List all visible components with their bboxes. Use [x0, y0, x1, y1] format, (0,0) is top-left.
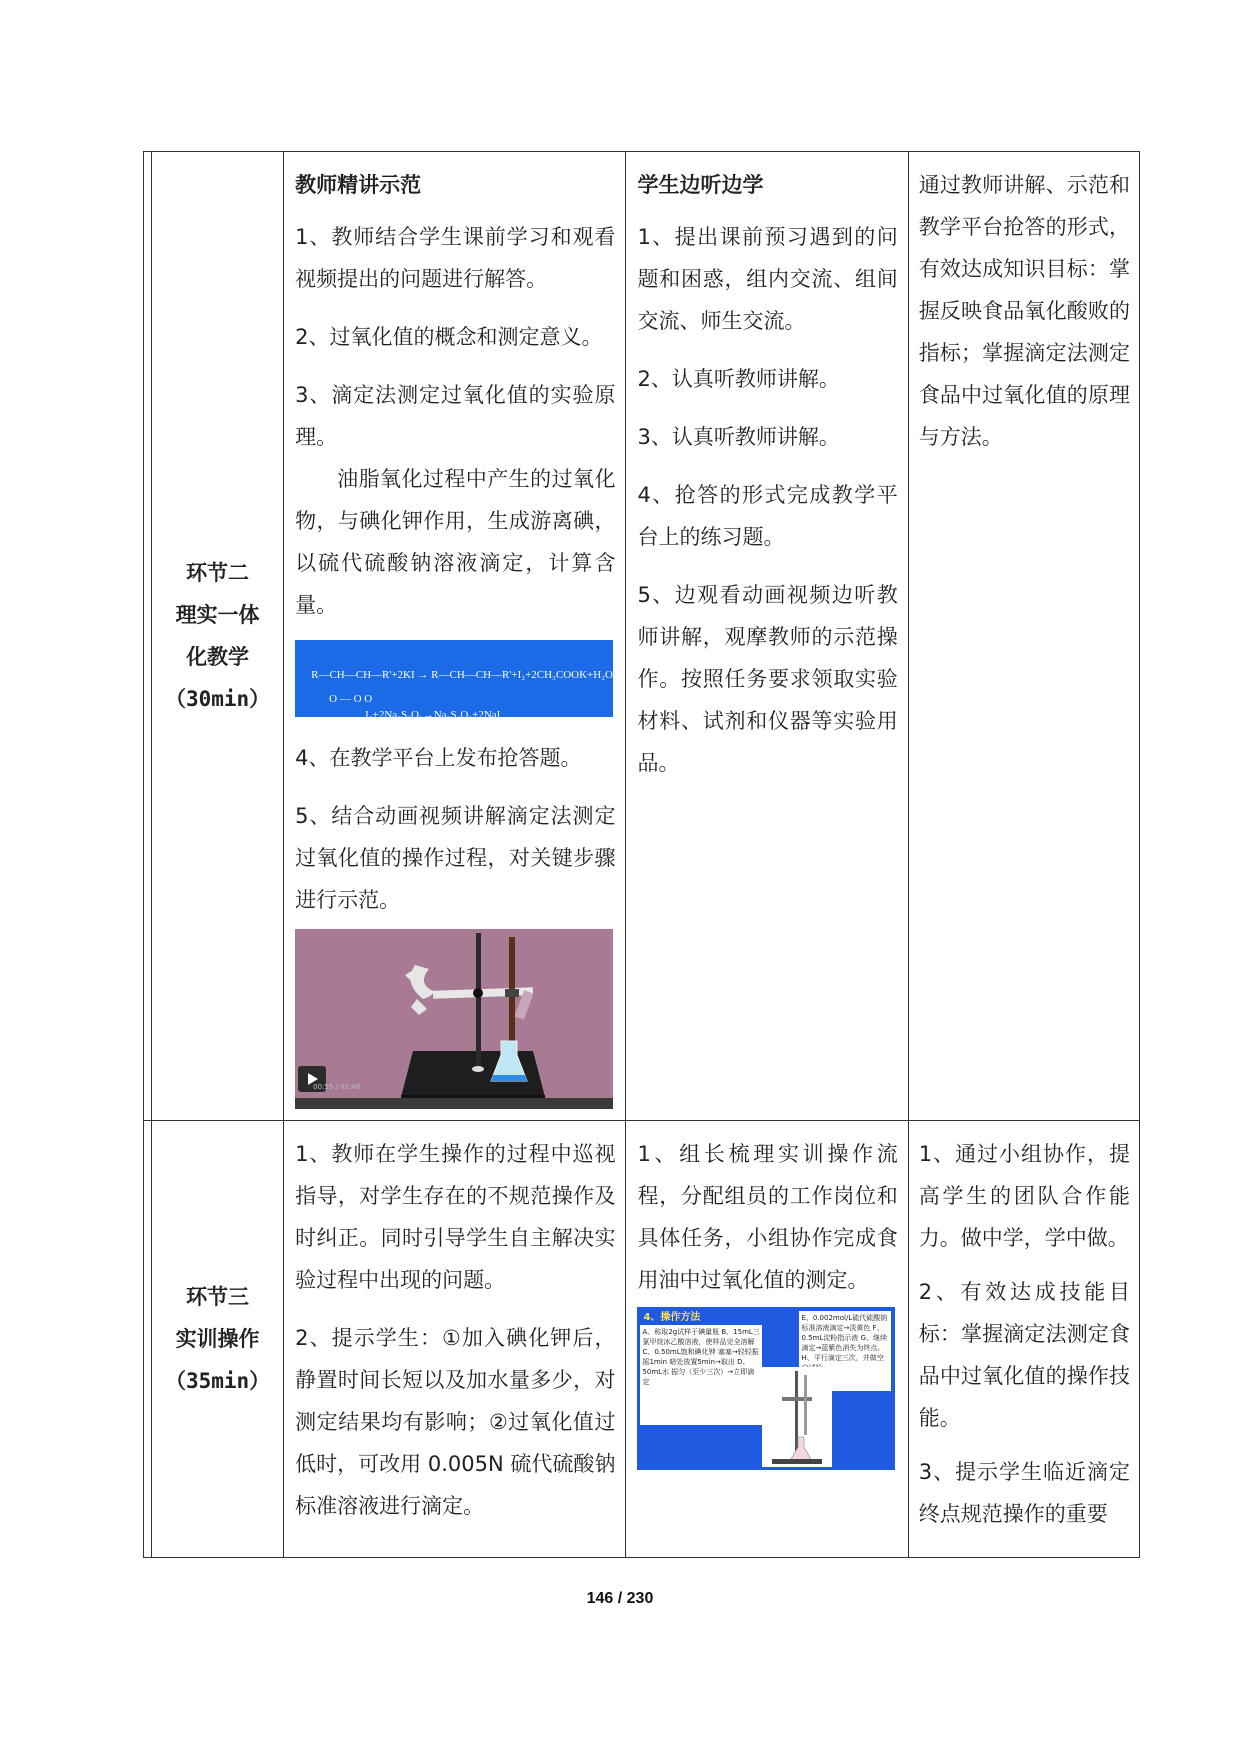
- student-paragraph: 3、认真听教师讲解。: [637, 425, 840, 449]
- teacher-paragraph: 3、滴定法测定过氧化值的实验原理。: [295, 383, 616, 449]
- video-time: 00:55 / 01:48: [313, 1083, 361, 1091]
- intent-paragraph: 2、有效达成技能目标：掌握滴定法测定食品中过氧化值的操作技能。: [918, 1280, 1130, 1430]
- formula-line: R—CH—CH—R'+2KI → R—CH—CH—R'+I₂+2CH₃COOK+H₂O: [311, 669, 613, 681]
- slide-steps-left: A、称取2g试样于碘量瓶 B、15mL三氯甲烷冰乙酸溶液，使样品完全溶解 C、0.50mL饱和碘化钾 塞塞→轻轻振摇1min 暗处放置5min→取出 D、50mL水 振匀（至少三次）→立即滴定: [640, 1325, 762, 1425]
- reaction-formula-image: [295, 640, 613, 721]
- stage-duration: （30min）: [164, 687, 271, 711]
- stage-cell: [152, 1121, 284, 1558]
- teacher-activity-cell: [284, 1121, 626, 1558]
- teacher-paragraph: 4、在教学平台上发布抢答题。: [295, 746, 582, 770]
- lesson-plan-table: [143, 151, 1140, 1558]
- titration-stand-illustration: [762, 1367, 832, 1467]
- table-row-stage-three: [144, 1121, 1140, 1558]
- stage-cell: [152, 152, 284, 1121]
- stage-name: 理实一体: [175, 603, 260, 627]
- teacher-paragraph: 1、教师在学生操作的过程中巡视指导，对学生存在的不规范操作及时纠正。同时引导学生自主解决实验过程中出现的问题。: [295, 1142, 616, 1292]
- student-paragraph: 5、边观看动画视频边听教师讲解，观摩教师的示范操作。按照任务要求领取实验材料、试剂和仪器等实验用品。: [637, 583, 898, 775]
- titration-video-player[interactable]: [295, 929, 613, 1109]
- design-intent-cell: [908, 1121, 1139, 1558]
- stage-name: 环节三: [186, 1285, 250, 1309]
- teacher-heading: 教师精讲示范: [295, 173, 422, 197]
- student-activity-cell: [626, 152, 908, 1121]
- narrow-column-cell: [144, 1121, 152, 1558]
- student-paragraph: 1、提出课前预习遇到的问题和困惑，组内交流、组间交流、师生交流。: [637, 225, 898, 333]
- formula-line: I₂+2Na₂S₂O₃→Na₂S₄O₆+2NaI: [365, 709, 501, 721]
- student-activity-cell: [626, 1121, 908, 1558]
- student-paragraph: 2、认真听教师讲解。: [637, 367, 840, 391]
- slide-title: 4、操作方法: [643, 1312, 701, 1323]
- stage-name: 化教学: [186, 645, 250, 669]
- operation-method-slide: [637, 1307, 895, 1470]
- narrow-column-cell: [144, 152, 152, 1121]
- page-number: 146 / 230: [586, 1590, 654, 1607]
- stage-name: 实训操作: [175, 1327, 260, 1351]
- slide-steps-right: E、0.002mol/L硫代硫酸钠标准溶液滴定→淡黄色 F、0.5mL淀粉指示液 G、继续滴定→蓝紫色消失为终点。 H、平行滴定三次，并做空白试验。: [799, 1311, 891, 1391]
- table-row-stage-two: [144, 152, 1140, 1121]
- teacher-paragraph: 2、过氧化值的概念和测定意义。: [295, 325, 603, 349]
- stage-duration: （35min）: [164, 1369, 271, 1393]
- formula-line: O — O O: [329, 693, 373, 705]
- teacher-paragraph: 油脂氧化过程中产生的过氧化物，与碘化钾作用，生成游离碘，以硫代硫酸钠溶液滴定，计算含量。: [295, 467, 616, 617]
- student-heading: 学生边听边学: [637, 173, 764, 197]
- teacher-activity-cell: [284, 152, 626, 1121]
- teacher-paragraph: 1、教师结合学生课前学习和观看视频提出的问题进行解答。: [295, 225, 616, 291]
- teacher-paragraph: 5、结合动画视频讲解滴定法测定过氧化值的操作过程，对关键步骤进行示范。: [295, 804, 616, 912]
- stage-name: 环节二: [186, 561, 250, 585]
- teacher-paragraph: 2、提示学生：①加入碘化钾后，静置时间长短以及加水量多少，对测定结果均有影响；②过氧化值过低时，可改用 0.005N 硫代硫酸钠标准溶液进行滴定。: [295, 1326, 616, 1518]
- intent-paragraph: 1、通过小组协作，提高学生的团队合作能力。做中学，学中做。: [918, 1142, 1130, 1250]
- intent-paragraph: 通过教师讲解、示范和教学平台抢答的形式，有效达成知识目标：掌握反映食品氧化酸败的指标；掌握滴定法测定食品中过氧化值的原理与方法。: [918, 173, 1130, 449]
- student-paragraph: 4、抢答的形式完成教学平台上的练习题。: [637, 483, 898, 549]
- student-paragraph: 1、组长梳理实训操作流程，分配组员的工作岗位和具体任务，小组协作完成食用油中过氧化值的测定。: [637, 1142, 898, 1292]
- intent-paragraph: 3、提示学生临近滴定终点规范操作的重要: [918, 1460, 1130, 1526]
- design-intent-cell: [908, 152, 1139, 1121]
